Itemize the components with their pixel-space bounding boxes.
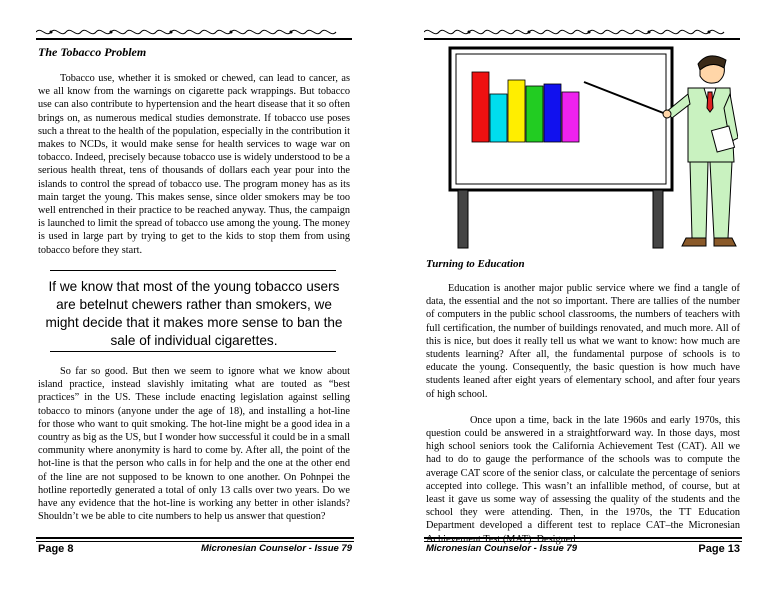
header-rule [424, 38, 740, 40]
illustration-bar [508, 80, 525, 142]
header-ornament-icon [36, 26, 352, 38]
article-body [38, 72, 350, 257]
footer-rule-thin [36, 541, 354, 542]
section-title: Turning to Education [426, 258, 525, 270]
paragraph: So far so good. But then we seem to ignore what we know about island practice, instead slavishly imitating what are touted as “best practices” in the US. These include enacting legislation against selling tobacco to minors (anyone under the age of 18), and installing a hot-line for those who want to quit smoking. The hot-line might be a good idea in a country as big as the US, but I wonder how successful it could be in a small community where anonymity is hard to come by. After all, the point of the hot-line is that the person who calls in for help and the one at the other end of the line are not supposed to be known to one another. On Pohnpei the hotline reportedly generated a total of only 13 calls over two years. Do we have any evidence that the hot-line is working any better in other islands? Shouldn’t we be able to cite numbers to help us answer that question? [38, 366, 350, 523]
header-ornament-icon [424, 26, 740, 38]
pull-quote-rule-bottom [50, 351, 336, 352]
illustration-bar [490, 94, 507, 142]
illustration-bar [562, 92, 579, 142]
page-number: Page 13 [698, 543, 740, 555]
illustration-bar [526, 86, 543, 142]
footer-rule [424, 537, 742, 539]
paragraph: Education is another major public service where we find a tangle of data, the essential and the not so important. There are tallies of the number of computers in the public school classrooms, the numbers of teachers with full certification, the number of buildings renovated, and much more. All of this is nice, but does it really tell us what we want to know: how much are students learning? After all, the fundamental purpose of schools is to educate the young. Consequently, the basic question is how much have students leaned after eight years of elementary school, and after four years of high school. [426, 283, 740, 400]
right-page [388, 0, 776, 600]
header-rule [36, 38, 352, 40]
illustration-bar [544, 84, 561, 142]
illustration-bar [472, 72, 489, 142]
article-body [426, 282, 740, 546]
footer-rule [36, 537, 354, 539]
paragraph: Tobacco use, whether it is smoked or chewed, can lead to cancer, as we all know from the warnings on cigarette pack wrappings. But tobacco use can also contribute to hypertension and the heart disease that it so often brings on, as numerous medical studies demonstrate. If tobacco use poses such a threat to the health of the population, especially in the contribution it makes to NCDs, it would make sense for health services to wage war on tobacco. Indeed, precisely because tobacco use is widely understood to be a serious health threat, tens of thousands of dollars each year pour into the islands to control the spread of tobacco use. The program money has as its main target the young. This makes sense, since older smokers may be too well entrenched in their practice to be reached anyway. Thus, the campaign is launched to limit the spread of tobacco use among the young. The money is used in large part by trying to get to the kids to stop them from using tobacco before they start. [38, 73, 350, 256]
page-number: Page 8 [38, 543, 74, 555]
article-body [38, 365, 350, 523]
footer-rule-thin [424, 541, 742, 542]
paragraph: Once upon a time, back in the late 1960s and early 1970s, this question could be answered in a straightforward way. In those days, most high school seniors took the California Achievement Test (CAT). All we had to do to gauge the performance of the schools was to compute the average CAT score of the senior class, or calculate the percentage of seniors accepted into college. This wasn’t an infallible method, of course, but at least it gave us some way of assessing the quality of the students and the school they were attending. Then, in the 1970s, the TT Education Department developed a different test to replace CAT–the Micronesian Achievement Test (MAT). Designed [426, 414, 740, 545]
magazine-name: Micronesian Counselor - Issue 79 [201, 543, 352, 554]
section-title: The Tobacco Problem [38, 45, 147, 59]
pull-quote: If we know that most of the young tobacco users are betelnut chewers rather than smokers, we might decide that it makes more sense to ban the sale of individual cigarettes. [45, 279, 343, 348]
teacher-illustration [438, 42, 738, 252]
magazine-name: Micronesian Counselor - Issue 79 [426, 543, 577, 554]
pull-quote-rule-top [50, 270, 336, 271]
